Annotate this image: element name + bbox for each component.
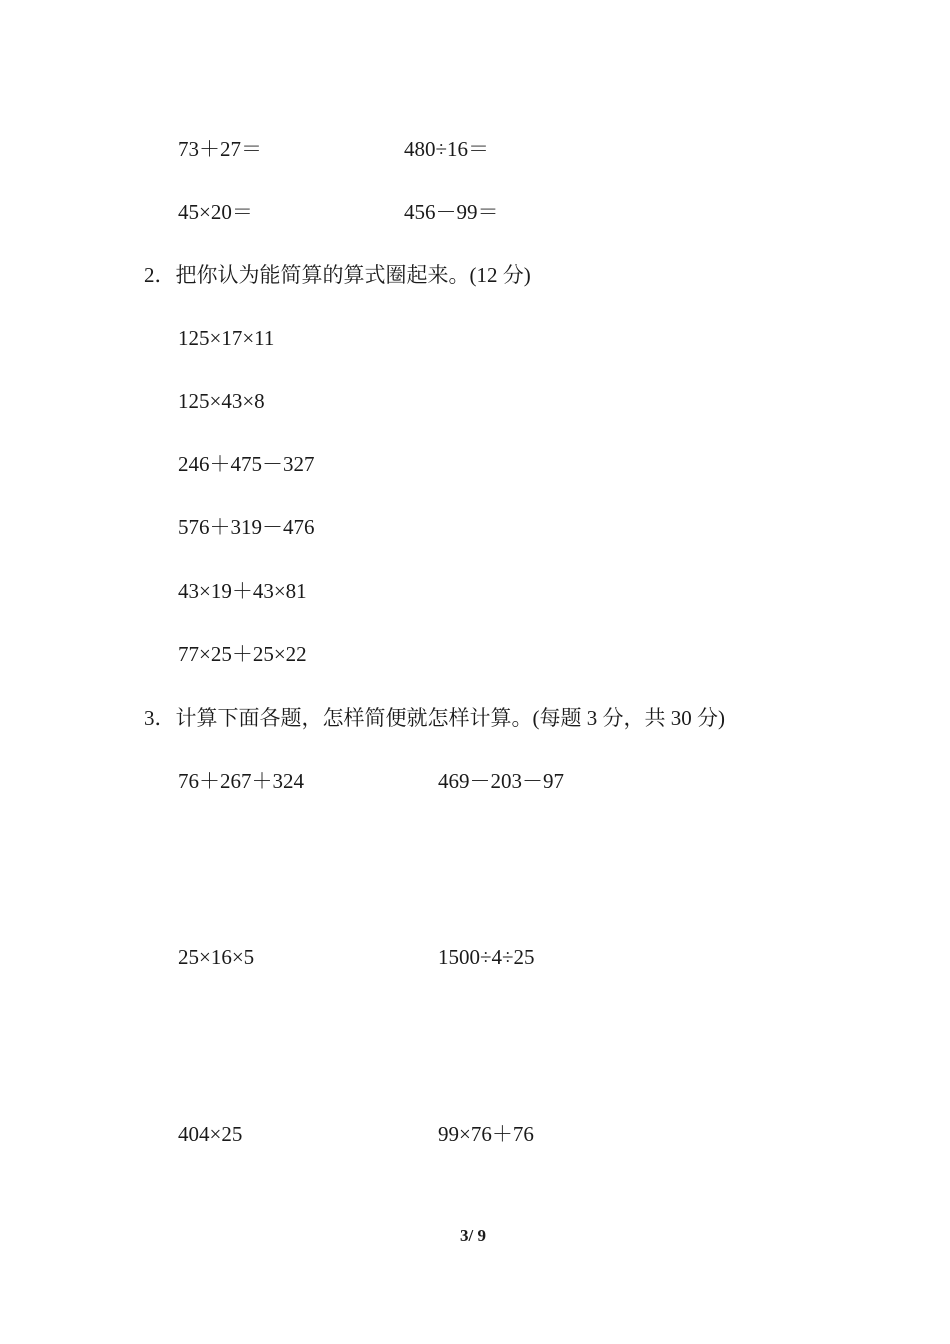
calc-problem: 480÷16＝ — [404, 137, 490, 161]
calc-problem: 404×25 — [178, 1122, 243, 1146]
calc-problem: 99×76＋76 — [438, 1122, 534, 1146]
question-2-heading: 2．把你认为能简算的算式圈起来。(12 分) — [144, 263, 531, 287]
calc-problem: 469－203－97 — [438, 769, 564, 793]
expression-item: 43×19＋43×81 — [178, 579, 307, 603]
expression-item: 125×43×8 — [178, 389, 265, 413]
calc-problem: 73＋27＝ — [178, 137, 262, 161]
question-3-heading: 3．计算下面各题，怎样简便就怎样计算。(每题 3 分，共 30 分) — [144, 706, 725, 730]
expression-item: 576＋319－476 — [178, 515, 315, 539]
page-number: 3/ 9 — [460, 1226, 486, 1245]
calc-problem: 25×16×5 — [178, 945, 255, 969]
expression-item: 125×17×11 — [178, 326, 275, 350]
calc-problem: 76＋267＋324 — [178, 769, 304, 793]
expression-item: 77×25＋25×22 — [178, 642, 307, 666]
calc-problem: 45×20＝ — [178, 200, 253, 224]
expression-item: 246＋475－327 — [178, 452, 315, 476]
calc-problem: 456－99＝ — [404, 200, 499, 224]
calc-problem: 1500÷4÷25 — [438, 945, 535, 969]
